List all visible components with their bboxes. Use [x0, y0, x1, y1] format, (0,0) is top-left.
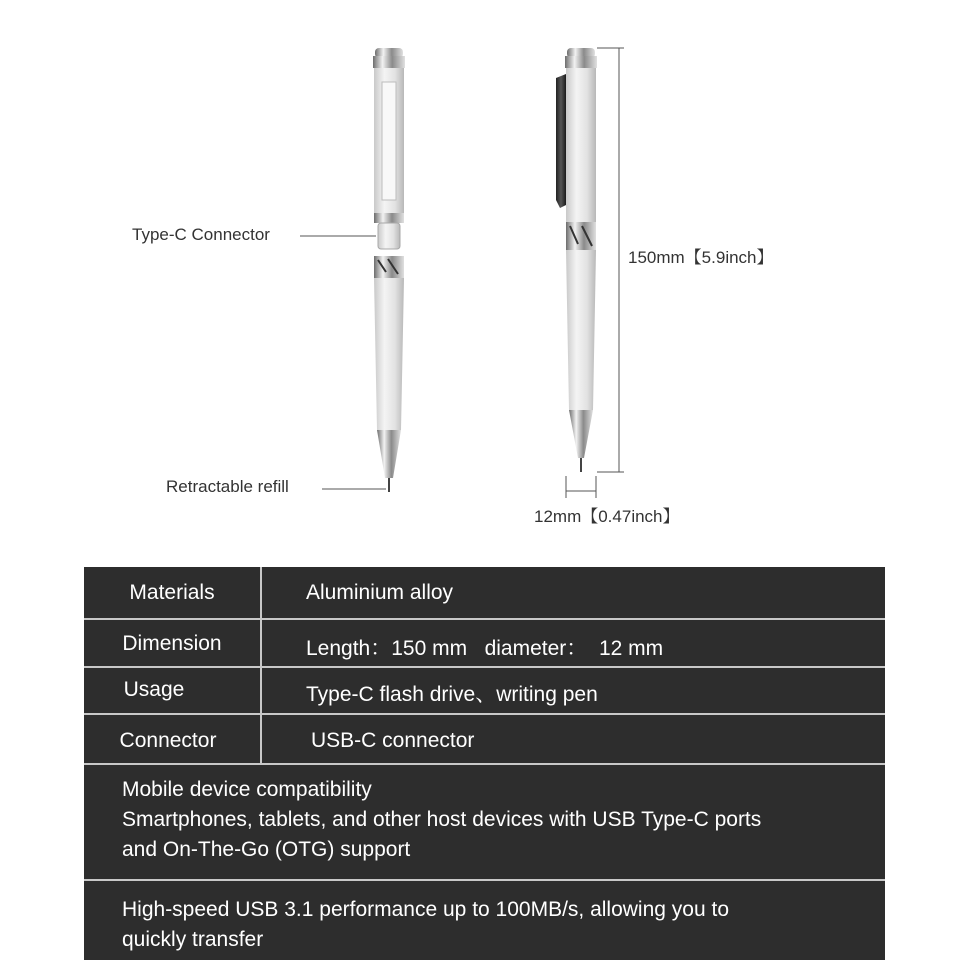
left-pen-body	[374, 256, 404, 492]
spec-label: Usage	[123, 678, 185, 701]
row-divider	[84, 763, 885, 765]
right-pen	[556, 48, 597, 472]
spec-value: Aluminium alloy	[306, 581, 454, 604]
spec-label: Dimension	[122, 632, 222, 655]
spec-value: Length：150 mm diameter： 12 mm	[306, 637, 664, 660]
performance-line-1: High-speed USB 3.1 performance up to 100MB/s, allowing you to	[122, 898, 730, 921]
spec-label: Materials	[129, 581, 215, 604]
spec-value: Type-C flash drive、writing pen	[306, 683, 598, 706]
spec-label: Connector	[119, 729, 217, 752]
compatibility-block	[122, 775, 882, 865]
column-divider	[260, 567, 262, 763]
compatibility-title: Mobile device compatibility	[122, 778, 372, 801]
row-divider	[84, 713, 885, 715]
row-divider	[84, 618, 885, 620]
length-dimension-label: 150mm【5.9inch】	[628, 248, 774, 267]
type-c-connector-label: Type-C Connector	[132, 225, 270, 244]
row-divider	[84, 666, 885, 668]
performance-line-2: quickly transfer	[122, 928, 264, 951]
compatibility-line-1: Smartphones, tablets, and other host devices with USB Type-C ports	[122, 808, 762, 831]
performance-block	[122, 895, 882, 955]
spec-value: USB-C connector	[311, 729, 475, 752]
left-pen-cap	[373, 48, 405, 223]
compatibility-line-2: and On-The-Go (OTG) support	[122, 838, 411, 861]
retractable-refill-label: Retractable refill	[166, 477, 289, 496]
type-c-connector-icon	[378, 223, 400, 249]
specs-table	[84, 567, 885, 960]
row-divider	[84, 879, 885, 881]
diameter-dimension-label: 12mm【0.47inch】	[534, 507, 680, 526]
